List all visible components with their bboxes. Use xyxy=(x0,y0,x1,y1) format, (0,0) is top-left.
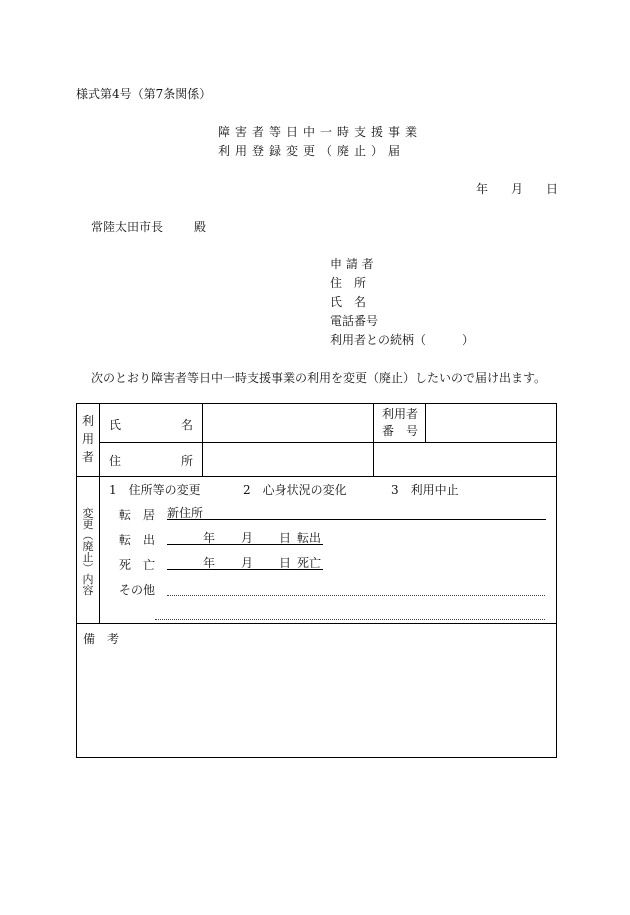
user-section-char: 用 xyxy=(81,432,94,446)
move-label: 転 居 xyxy=(119,508,156,522)
addressee-name: 常陸太田市長 xyxy=(91,220,164,234)
option-address-change[interactable]: 1 住所等の変更 xyxy=(109,483,201,497)
moveout-date-field[interactable] xyxy=(167,529,323,545)
user-section-char: 利 xyxy=(81,414,94,428)
user-number-label-line: 利用者 xyxy=(381,407,418,421)
divider-number-col xyxy=(373,404,374,476)
change-section-char: 止 xyxy=(82,551,94,564)
divider-left-col xyxy=(99,404,100,623)
user-number-label xyxy=(379,406,421,440)
option-condition-change[interactable]: 2 心身状況の変化 xyxy=(243,483,347,497)
address-label xyxy=(109,452,197,469)
remarks-field[interactable] xyxy=(78,648,556,756)
change-section-char: 変 xyxy=(82,507,94,520)
intro-statement: 次のとおり障害者等日中一時支援事業の利用を変更（廃止）したいので届け出ます。 xyxy=(91,371,547,385)
application-form-table xyxy=(76,403,557,758)
death-day: 日 xyxy=(279,556,292,570)
user-section-char: 者 xyxy=(81,450,94,464)
option-stop-use[interactable]: 3 利用中止 xyxy=(391,483,459,497)
change-section-char: 廃 xyxy=(82,540,94,553)
moveout-month: 月 xyxy=(241,531,254,545)
death-date-field[interactable] xyxy=(167,554,323,570)
applicant-label: 申 請 者 xyxy=(330,257,374,271)
change-section-label xyxy=(77,508,99,596)
death-month: 月 xyxy=(241,556,254,570)
applicant-relation xyxy=(330,331,474,348)
date-year-label: 年 xyxy=(476,182,489,196)
relation-close: ） xyxy=(462,333,475,347)
applicant-phone-label: 電話番号 xyxy=(330,314,379,328)
divider-user-section xyxy=(77,476,557,477)
addressee-honorific: 殿 xyxy=(194,220,207,234)
address-label-char: 所 xyxy=(180,454,193,468)
new-address-label: 新住所 xyxy=(167,506,204,520)
form-number: 様式第4号（第7条関係） xyxy=(76,87,212,101)
user-number-label-line: 番 号 xyxy=(381,424,418,438)
date-day-label: 日 xyxy=(546,182,559,196)
moveout-day: 日 xyxy=(279,531,292,545)
other-label: その他 xyxy=(119,583,156,597)
other-field-line2[interactable] xyxy=(155,608,545,620)
other-field-line1[interactable] xyxy=(167,584,545,596)
death-label: 死 亡 xyxy=(119,558,156,572)
change-section-char: ︵ xyxy=(82,529,94,542)
form-title-line1: 障害者等日中一時支援事業 xyxy=(218,125,423,139)
change-section-char: 容 xyxy=(82,584,94,597)
name-label xyxy=(109,416,197,433)
moveout-label: 転 出 xyxy=(119,533,156,547)
address-label-char: 住 xyxy=(109,454,122,468)
name-label-char: 名 xyxy=(180,418,193,432)
new-address-field[interactable] xyxy=(167,504,546,520)
user-section-label xyxy=(77,412,99,466)
applicant-address-label: 住 所 xyxy=(330,276,367,290)
change-section-char: 内 xyxy=(82,573,94,586)
form-title-line2: 利用登録変更（廃止）届 xyxy=(218,144,406,158)
change-section-char: 更 xyxy=(82,518,94,531)
name-label-char: 氏 xyxy=(109,418,122,432)
name-value-field[interactable] xyxy=(203,405,372,441)
address-value-field[interactable] xyxy=(203,443,372,475)
death-year: 年 xyxy=(203,556,216,570)
relation-open: 利用者との続柄（ xyxy=(330,333,427,347)
moveout-year: 年 xyxy=(203,531,216,545)
divider-remarks xyxy=(77,623,557,624)
remarks-label: 備 考 xyxy=(83,632,120,646)
date-month-label: 月 xyxy=(511,182,524,196)
change-section-char: ︶ xyxy=(82,562,94,575)
user-number-field[interactable] xyxy=(426,405,556,441)
applicant-name-label: 氏 名 xyxy=(330,295,367,309)
moveout-suffix: 転出 xyxy=(297,531,322,545)
death-suffix: 死亡 xyxy=(297,556,322,570)
